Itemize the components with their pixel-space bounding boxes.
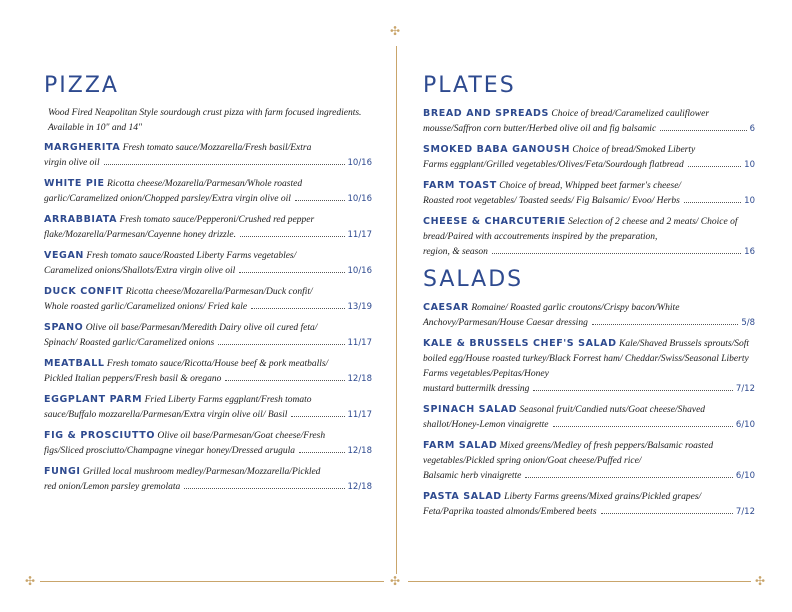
- item-name: SPINACH SALAD: [423, 404, 518, 415]
- item-description: Seasonal fruit/Candied nuts/Goat cheese/Shaved: [519, 405, 706, 415]
- item-description-end: figs/Sliced prosciutto/Champagne vinegar honey/Dressed arugula: [44, 446, 296, 456]
- item-description: Grilled local mushroom medley/Parmesan/Mozzarella/Pickled: [82, 467, 321, 477]
- item-price: 10/16: [347, 266, 372, 276]
- item-name: ARRABBIATA: [44, 214, 118, 225]
- item-name: PASTA SALAD: [423, 491, 502, 502]
- item-description: Olive oil base/Parmesan/Goat cheese/Fresh: [157, 431, 326, 441]
- item-name: MARGHERITA: [44, 142, 121, 153]
- item-description-end: Roasted root vegetables/ Toasted seeds/ Fig Balsamic/ Evoo/ Herbs: [423, 196, 680, 206]
- menu-item: [423, 106, 755, 137]
- leader-dots: [492, 253, 741, 254]
- item-price: 10: [744, 160, 755, 170]
- item-name: KALE & BRUSSELS CHEF'S SALAD: [423, 338, 617, 349]
- item-name: FARM SALAD: [423, 440, 498, 451]
- plates-section: [423, 74, 755, 265]
- bottom-rule-left: [40, 581, 384, 582]
- item-description: Fresh tomato sauce/Pepperoni/Crushed red pepper: [119, 215, 315, 225]
- item-name: CHEESE & CHARCUTERIE: [423, 216, 566, 227]
- menu-item: [44, 248, 372, 279]
- salads-title: SALADS: [423, 267, 524, 292]
- leader-dots: [533, 390, 732, 391]
- leader-dots: [553, 426, 733, 427]
- item-description: Liberty Farms greens/Mixed grains/Pickled grapes/: [504, 492, 702, 502]
- item-description-end: Whole roasted garlic/Caramelized onions/ Fried kale: [44, 302, 248, 312]
- item-price: 16: [744, 247, 755, 257]
- item-name: CAESAR: [423, 302, 469, 313]
- item-description-end: Feta/Paprika toasted almonds/Embered beets: [423, 507, 597, 517]
- item-description-end: Farms eggplant/Grilled vegetables/Olives/Feta/Sourdough flatbread: [423, 160, 684, 170]
- item-description-end: Balsamic herb vinaigrette: [423, 471, 522, 481]
- item-name: FUNGI: [44, 466, 81, 477]
- menu-item: [423, 402, 755, 433]
- menu-item: [423, 336, 755, 397]
- item-description-end: Anchovy/Parmesan/House Caesar dressing: [423, 318, 588, 328]
- item-description-end: mustard buttermilk dressing: [423, 384, 530, 394]
- item-description: Choice of bread/Smoked Liberty: [572, 145, 696, 155]
- item-description-end: mousse/Saffron corn butter/Herbed olive oil and fig balsamic: [423, 124, 657, 134]
- menu-item: [423, 438, 755, 484]
- item-price: 12/18: [347, 482, 372, 492]
- item-name: VEGAN: [44, 250, 84, 261]
- item-description: Ricotta cheese/Mozarella/Parmesan/Whole roasted: [107, 179, 303, 189]
- menu-item: [423, 489, 755, 520]
- pizza-title: PIZZA: [44, 73, 119, 98]
- ornament-bottom-left-icon: ✣: [25, 574, 36, 588]
- leader-dots: [225, 380, 344, 381]
- item-description-end: Spinach/ Roasted garlic/Caramelized onions: [44, 338, 215, 348]
- item-price: 6/10: [735, 420, 755, 430]
- leader-dots: [240, 236, 345, 237]
- item-description: Ricotta cheese/Mozarella/Parmesan/Duck confit/: [125, 287, 313, 297]
- item-name: DUCK CONFIT: [44, 286, 124, 297]
- item-price: 10/16: [347, 194, 372, 204]
- item-description: Mixed greens/Medley of fresh peppers/Balsamic roasted vegetables/Pickled spring onion/Goat cheese/Puffed rice/: [423, 441, 714, 466]
- leader-dots: [184, 488, 344, 489]
- item-price: 10/16: [347, 158, 372, 168]
- item-description: Choice of bread, Whipped beet farmer's cheese/: [499, 181, 682, 191]
- item-price: 11/17: [347, 338, 372, 348]
- leader-dots: [295, 200, 345, 201]
- leader-dots: [251, 308, 344, 309]
- item-description-end: region, & season: [423, 247, 488, 257]
- item-description-end: red onion/Lemon parsley gremolata: [44, 482, 181, 492]
- item-description-end: virgin olive oil: [44, 158, 100, 168]
- item-description-end: sauce/Buffalo mozzarella/Parmesan/Extra virgin olive oil/ Basil: [44, 410, 288, 420]
- item-description: Romaine/ Roasted garlic croutons/Crispy bacon/White: [471, 303, 680, 313]
- ornament-bottom-center-icon: ✣: [390, 574, 401, 588]
- leader-dots: [601, 513, 733, 514]
- leader-dots: [688, 166, 741, 167]
- item-price: 10: [744, 196, 755, 206]
- item-name: SPANO: [44, 322, 84, 333]
- item-description: Fresh tomato sauce/Mozzarella/Fresh basil/Extra: [122, 143, 312, 153]
- menu-item: [44, 320, 372, 351]
- item-description: Choice of bread/Caramelized cauliflower: [551, 109, 710, 119]
- leader-dots: [299, 452, 344, 453]
- item-description-end: garlic/Caramelized onion/Chopped parsley/Extra virgin olive oil: [44, 194, 291, 204]
- ornament-bottom-right-icon: ✣: [755, 574, 766, 588]
- item-description: Selection of 2 cheese and 2 meats/ Choice of bread/Paired with accoutrements inspired by the preparation,: [423, 217, 738, 242]
- item-name: FIG & PROSCIUTTO: [44, 430, 155, 441]
- menu-item: [423, 214, 755, 260]
- menu-item: [44, 212, 372, 243]
- item-description: Fresh tomato sauce/Roasted Liberty Farms vegetables/: [86, 251, 297, 261]
- menu-item: [44, 284, 372, 315]
- ornament-top-icon: ✣: [390, 24, 401, 38]
- menu-item: [44, 140, 372, 171]
- item-name: WHITE PIE: [44, 178, 105, 189]
- salads-section: [423, 268, 755, 525]
- bottom-rule-right: [408, 581, 751, 582]
- item-price: 6/10: [735, 471, 755, 481]
- leader-dots: [104, 164, 345, 165]
- menu-item: [44, 176, 372, 207]
- pizza-list: [44, 140, 372, 495]
- item-description-end: flake/Mozarella/Parmesan/Cayenne honey drizzle.: [44, 230, 236, 240]
- item-description-end: Pickled Italian peppers/Fresh basil & oregano: [44, 374, 222, 384]
- item-price: 5/8: [741, 318, 755, 328]
- menu-item: [423, 142, 755, 173]
- item-price: 12/18: [347, 446, 372, 456]
- leader-dots: [684, 202, 741, 203]
- leader-dots: [218, 344, 344, 345]
- plates-title: PLATES: [423, 73, 516, 98]
- item-description: Fried Liberty Farms eggplant/Fresh tomato: [144, 395, 312, 405]
- item-price: 12/18: [347, 374, 372, 384]
- item-name: EGGPLANT PARM: [44, 394, 143, 405]
- menu-item: [44, 428, 372, 459]
- pizza-intro: Wood Fired Neapolitan Style sourdough crust pizza with farm focused ingredients. Available in 10" and 14": [48, 108, 362, 133]
- item-price: 6: [749, 124, 755, 134]
- leader-dots: [592, 324, 738, 325]
- center-divider: [396, 46, 397, 574]
- item-price: 7/12: [735, 384, 755, 394]
- item-description-end: Caramelized onions/Shallots/Extra virgin olive oil: [44, 266, 236, 276]
- menu-item: [44, 392, 372, 423]
- menu-item: [423, 300, 755, 331]
- menu-item: [44, 464, 372, 495]
- item-description: Kale/Shaved Brussels sprouts/Soft boiled egg/House roasted turkey/Black Forrest ham/ Cheddar/Swiss/Seasonal Liberty Farms vegetables/Pepitas/Honey: [423, 339, 750, 379]
- menu-item: [423, 178, 755, 209]
- item-name: BREAD AND SPREADS: [423, 108, 549, 119]
- item-name: SMOKED BABA GANOUSH: [423, 144, 570, 155]
- leader-dots: [291, 416, 344, 417]
- item-description-end: shallot/Honey-Lemon vinaigrette: [423, 420, 549, 430]
- pizza-section: [44, 74, 372, 500]
- leader-dots: [660, 130, 746, 131]
- item-price: 11/17: [347, 410, 372, 420]
- item-price: 11/17: [347, 230, 372, 240]
- item-description: Olive oil base/Parmesan/Meredith Dairy olive oil cured feta/: [85, 323, 318, 333]
- leader-dots: [525, 477, 733, 478]
- item-price: 13/19: [347, 302, 372, 312]
- item-name: FARM TOAST: [423, 180, 497, 191]
- leader-dots: [239, 272, 344, 273]
- item-price: 7/12: [735, 507, 755, 517]
- item-name: MEATBALL: [44, 358, 105, 369]
- item-description: Fresh tomato sauce/Ricotta/House beef & pork meatballs/: [106, 359, 329, 369]
- menu-item: [44, 356, 372, 387]
